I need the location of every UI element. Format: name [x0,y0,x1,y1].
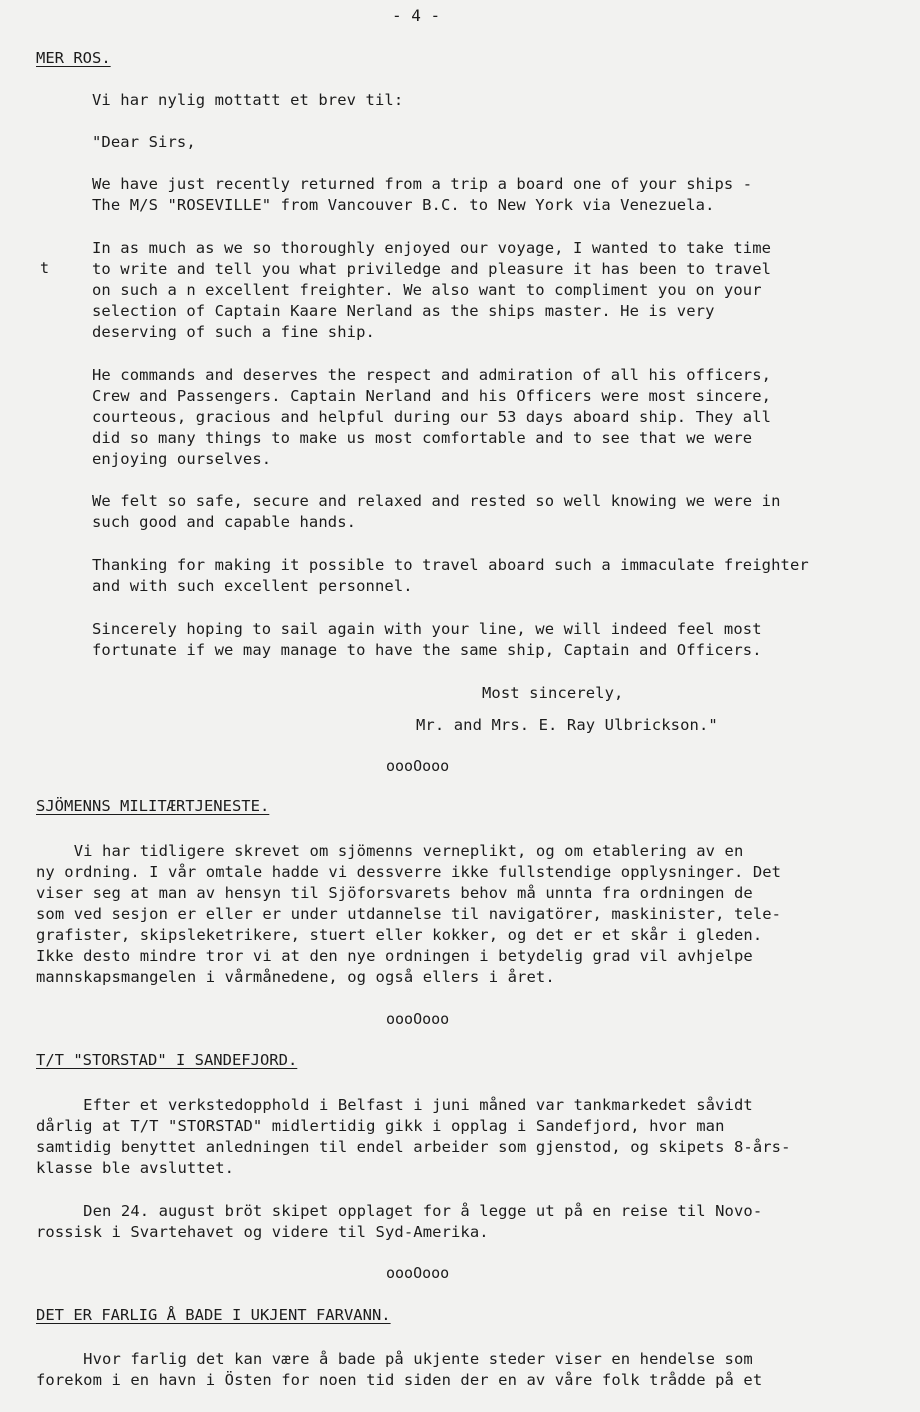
letter-line: We have just recently returned from a trip a board one of your ships - [92,175,753,193]
body-line: Ikke desto mindre tror vi at den nye ordningen i betydelig grad vil avhjelpe [36,947,753,965]
letter-line: enjoying ourselves. [92,450,272,468]
section-separator: oooOooo [386,1264,450,1282]
body-line: mannskapsmangelen i vårmånedene, og også ellers i året. [36,968,555,986]
body-line: Efter et verkstedopphold i Belfast i juni måned var tankmarkedet såvidt [36,1096,753,1114]
margin-mark: t [40,259,50,277]
body-line: dårlig at T/T "STORSTAD" midlertidig gikk i opplag i Sandefjord, hvor man [36,1117,725,1135]
body-line: Vi har tidligere skrevet om sjömenns verneplikt, og om etablering av en [36,842,744,860]
letter-line: The M/S "ROSEVILLE" from Vancouver B.C. to New York via Venezuela. [92,196,715,214]
letter-line: such good and capable hands. [92,513,357,531]
letter-line: and with such excellent personnel. [92,577,413,595]
letter-line: Sincerely hoping to sail again with your line, we will indeed feel most [92,620,762,638]
letter-line: courteous, gracious and helpful during our 53 days aboard ship. They all [92,408,772,426]
letter-line: deserving of such a fine ship. [92,323,375,341]
letter-line: on such a n excellent freighter. We also want to compliment you on your [92,281,762,299]
letter-line: selection of Captain Kaare Nerland as the ships master. He is very [92,302,715,320]
body-line: viser seg at man av hensyn til Sjöforsvarets behov må unnta fra ordningen de [36,884,753,902]
letter-line: We felt so safe, secure and relaxed and rested so well knowing we were in [92,492,781,510]
page-number: - 4 - [392,6,441,25]
letter-salutation: "Dear Sirs, [92,133,196,151]
letter-line: He commands and deserves the respect and admiration of all his officers, [92,366,772,384]
letter-line: In as much as we so thoroughly enjoyed our voyage, I wanted to take time [92,239,772,257]
letter-line: did so many things to make us most comfortable and to see that we were [92,429,753,447]
letter-line: fortunate if we may manage to have the same ship, Captain and Officers. [92,641,762,659]
body-line: klasse ble avsluttet. [36,1159,235,1177]
body-line: som ved sesjon er eller er under utdannelse til navigatörer, maskinister, tele- [36,905,782,923]
body-line: Den 24. august bröt skipet opplaget for å legge ut på en reise til Novo- [36,1202,763,1220]
body-line: forekom i en havn i Östen for noen tid siden der en av våre folk trådde på et [36,1371,763,1389]
letter-closing: Most sincerely, [482,684,624,702]
heading-militaertjeneste: SJÖMENNS MILITÆRTJENESTE. [36,797,270,815]
letter-line: Thanking for making it possible to travel aboard such a immaculate freighter [92,556,809,574]
body-line: ny ordning. I vår omtale hadde vi dessverre ikke fullstendige opplysninger. Det [36,863,782,881]
letter-signature: Mr. and Mrs. E. Ray Ulbrickson." [416,716,718,734]
body-line: grafister, skipsleketrikere, stuert eller kokker, og det er et skår i gleden. [36,926,763,944]
body-line: samtidig benyttet anledningen til endel arbeider som gjenstod, og skipets 8-års- [36,1138,791,1156]
heading-farlig: DET ER FARLIG Å BADE I UKJENT FARVANN. [36,1306,391,1324]
heading-storstad: T/T "STORSTAD" I SANDEFJORD. [36,1051,298,1069]
heading-mer-ros: MER ROS. [36,49,111,67]
letter-line: to write and tell you what priviledge and pleasure it has been to travel [92,260,772,278]
section-separator: oooOooo [386,757,450,775]
body-line: Hvor farlig det kan være å bade på ukjente steder viser en hendelse som [36,1350,753,1368]
section-separator: oooOooo [386,1010,450,1028]
letter-line: Crew and Passengers. Captain Nerland and his Officers were most sincere, [92,387,772,405]
body-line: rossisk i Svartehavet og videre til Syd-Amerika. [36,1223,489,1241]
intro-line: Vi har nylig mottatt et brev til: [92,91,404,109]
